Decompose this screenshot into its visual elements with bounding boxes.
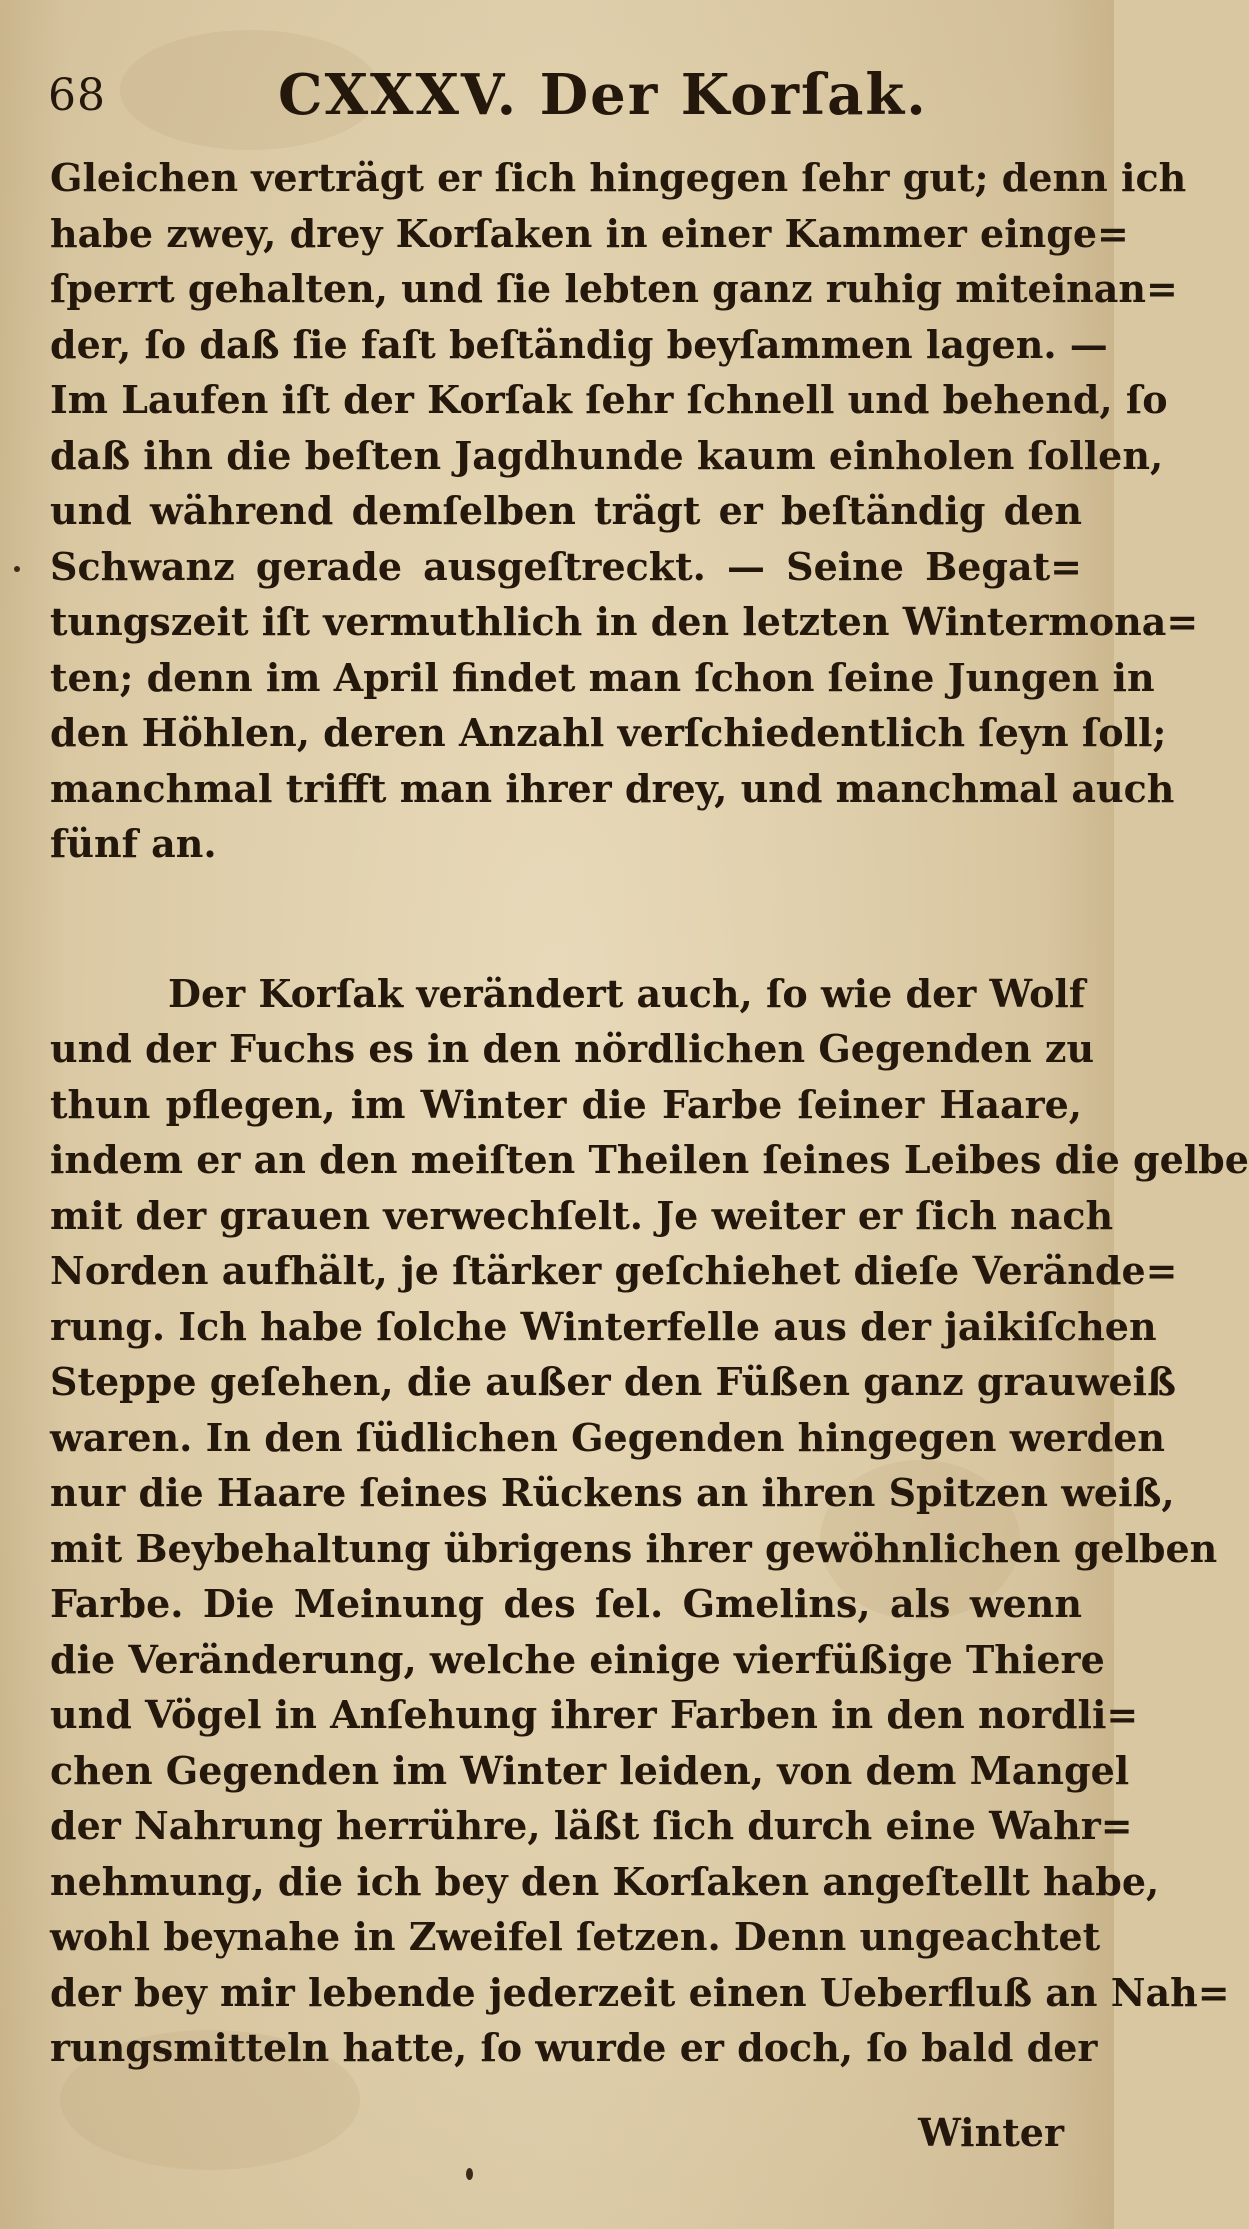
text-line: rung. Ich habe ſolche Winterfelle aus der jaikiſchen — [50, 1303, 1157, 1349]
text-line: Der Korſak verändert auch, ſo wie der Wolf — [168, 970, 1086, 1016]
text-line: habe zwey, drey Korſaken in einer Kammer einge= — [50, 210, 1129, 256]
text-line: der, ſo daß ſie faſt beſtändig beyſammen lagen. — — [50, 321, 1108, 367]
page-header — [48, 62, 1066, 132]
text-line: Farbe. Die Meinung des ſel. Gmelins, als wenn — [50, 1581, 1082, 1626]
text-line: Schwanz gerade ausgeſtreckt. — Seine Begat= — [50, 543, 1082, 589]
ink-speck — [466, 2168, 473, 2180]
running-title: CXXXV. Der Korſak. — [278, 62, 928, 128]
page-number: 68 — [48, 70, 106, 121]
text-line: der Nahrung herrühre, läßt ſich durch eine Wahr= — [50, 1803, 1133, 1848]
text-line: Norden aufhält, je ſtärker geſchiehet dieſe Verände= — [50, 1248, 1178, 1293]
paragraph-gap — [50, 872, 1082, 966]
text-line: mit der grauen verwechſelt. Je weiter er ſich nach — [50, 1192, 1114, 1238]
text-line: und Vögel in Anſehung ihrer Farben in den nordli= — [50, 1692, 1139, 1737]
text-line: und der Fuchs es in den nördlichen Gegenden zu — [50, 1026, 1095, 1071]
text-line: Im Laufen iſt der Korſak ſehr ſchnell und behend, ſo — [50, 377, 1168, 422]
text-line: die Veränderung, welche einige vierfüßige Thiere — [50, 1636, 1105, 1682]
text-line: nehmung, die ich bey den Korſaken angeſtellt habe, — [50, 1858, 1160, 1904]
paragraph — [50, 150, 1199, 872]
text-line: der bey mir lebende jederzeit einen Ueberfluß an Nah= — [50, 1969, 1230, 2015]
text-line: ſperrt gehalten, und ſie lebten ganz ruhig miteinan= — [50, 266, 1178, 311]
text-line: wohl beynahe in Zweifel ſetzen. Denn ungeachtet — [50, 1914, 1101, 1959]
text-line: Gleichen verträgt er ſich hingegen ſehr gut; denn ich — [50, 155, 1187, 200]
text-line: daß ihn die beſten Jagdhunde kaum einholen ſollen, — [50, 432, 1164, 478]
text-line: indem er an den meiſten Theilen ſeines Leibes die gelbe — [50, 1137, 1249, 1182]
text-line: manchmal trifft man ihrer drey, und manchmal auch — [50, 765, 1175, 811]
text-line: nur die Haare ſeines Rückens an ihren Spitzen weiß, — [50, 1470, 1175, 1515]
catchword: Winter — [918, 2110, 1064, 2155]
text-line: und während demſelben trägt er beſtändig den — [50, 488, 1082, 533]
ink-speck — [14, 566, 20, 572]
body-text — [50, 150, 1249, 2076]
text-line: ten; denn im April findet man ſchon ſeine Jungen in — [50, 654, 1155, 700]
text-line: fünf an. — [50, 821, 217, 866]
text-line: mit Beybehaltung übrigens ihrer gewöhnlichen gelben — [50, 1525, 1218, 1571]
text-line: Steppe geſehen, die außer den Füßen ganz grauweiß — [50, 1359, 1176, 1404]
text-line: waren. In den ſüdlichen Gegenden hingegen werden — [50, 1414, 1166, 1460]
text-line: tungszeit iſt vermuthlich in den letzten Wintermona= — [50, 599, 1199, 644]
text-line: rungsmitteln hatte, ſo wurde er doch, ſo bald der — [50, 2025, 1098, 2070]
text-line: thun pflegen, im Winter die Farbe ſeiner Haare, — [50, 1081, 1082, 1127]
text-line: den Höhlen, deren Anzahl verſchiedentlich ſeyn ſoll; — [50, 710, 1167, 755]
text-line: chen Gegenden im Winter leiden, von dem Mangel — [50, 1747, 1130, 1793]
paragraph — [50, 966, 1249, 2076]
